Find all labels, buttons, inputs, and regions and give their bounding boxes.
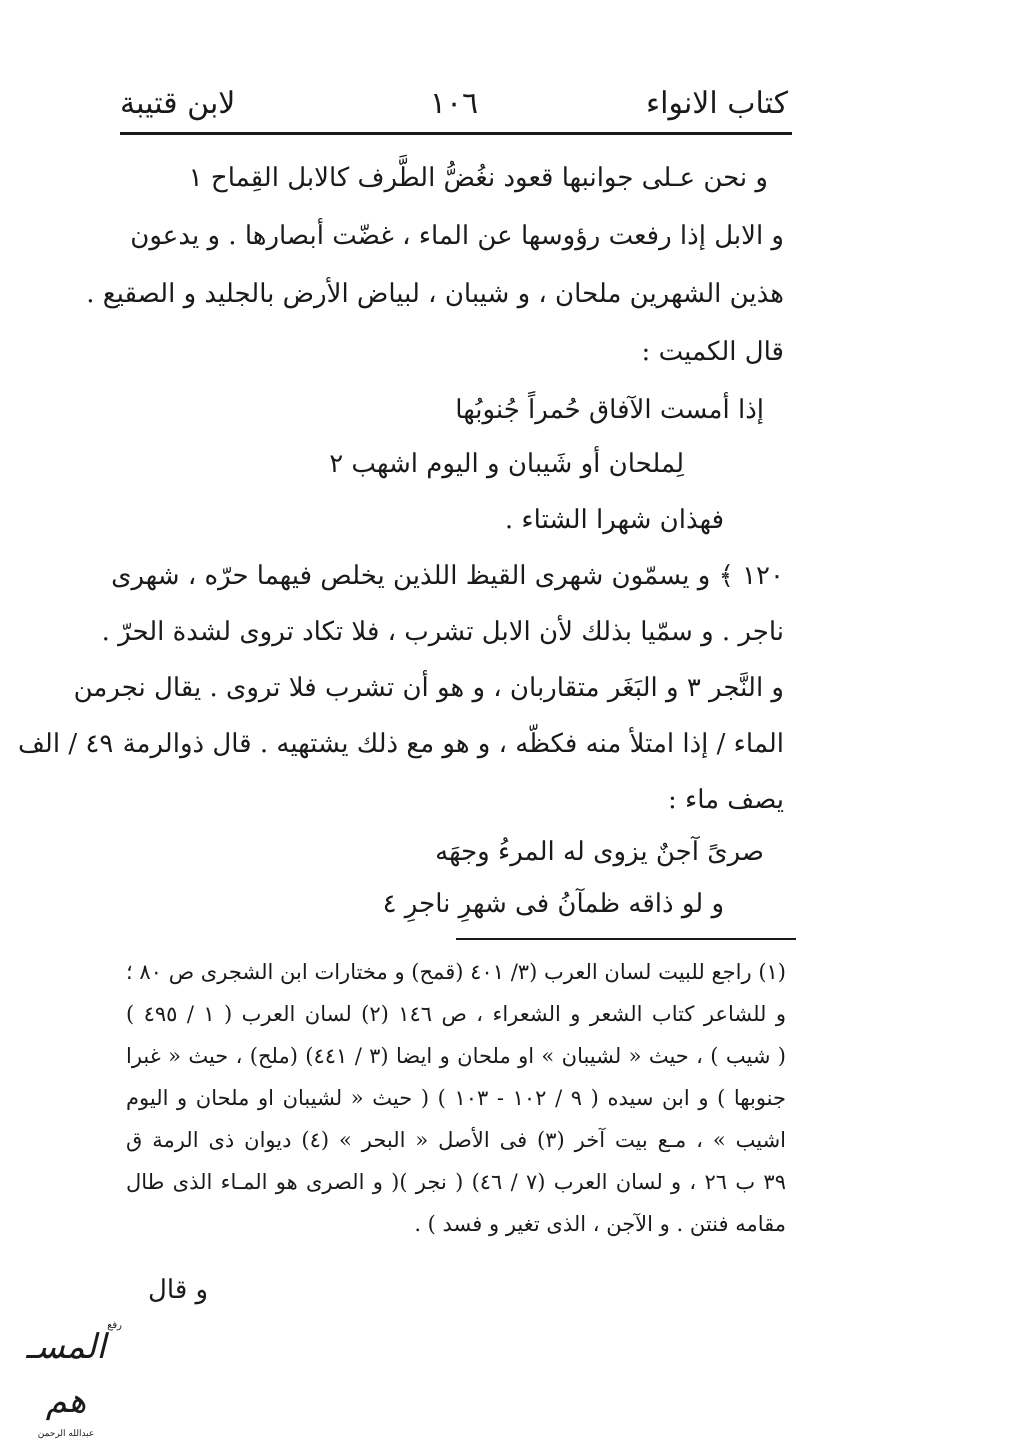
verse-line: و نحن عـلى جوانبها قعود نغُضُّ الطَّرف كالابل القِماح ١ (188, 163, 768, 193)
logo-subtext: عبدالله الرحمن (37, 1429, 95, 1439)
text-line: هذين الشهرين ملحان ، و شيبان ، لبياض الأرض بالجليد و الصقيع . (86, 279, 784, 309)
verse-line: إذا أمست الآفاق حُمراً جُنوبُها (455, 395, 764, 425)
running-header (120, 80, 788, 128)
text-line: ١٢٠ ﴾ و يسمّون شهرى القيظ اللذين يخلص فيهما حرّه ، شهرى (111, 561, 784, 591)
footnote-line: ٣٩ ب ٢٦ ، و لسان العرب (٧ / ٤٦) ( نجر )( و الصرى هو المـاء الذى طال (126, 1170, 786, 1194)
verse-line: صرىً آجنٌ يزوى له المرءُ وجهَه (435, 837, 764, 867)
text-line: قال الكميت : (641, 337, 784, 367)
text-line: فهذان شهرا الشتاء . (504, 505, 724, 535)
footnote-line: و للشاعر كتاب الشعر و الشعراء ، ص ١٤٦ (٢) لسان العرب ( ١ / ٤٩٥ ) (126, 1002, 786, 1026)
footnote-line: اشيب » ، مـع بيت آخر (٣) فى الأصل « البحر » (٤) ديوان ذى الرمة ق (126, 1128, 787, 1152)
footnote-line: مقامه فنتن . و الآجن ، الذى تغير و فسد ) . (414, 1212, 786, 1236)
header-author: لابن قتيبة (120, 86, 236, 121)
header-page-number: ١٠٦ (429, 86, 479, 121)
text-line: و النَّجر ٣ و البَغَر متقاربان ، و هو أن تشرب فلا تروى . يقال نجرمن (73, 673, 784, 703)
footnote-line: (١) راجع للبيت لسان العرب (٣/ ٤٠١ (قمح) و مختارات ابن الشجرى ص ٨٠ ؛ (126, 960, 786, 984)
logo-tiny-text: رفع (107, 1320, 122, 1331)
margin-folio-note: ٤٩ / الف (18, 729, 114, 759)
text-line: و الابل إذا رفعت رؤوسها عن الماء ، غضّت أبصارها . و يدعون (130, 221, 784, 251)
footnote-line: جنوبها ) و ابن سيده ( ٩ / ١٠٢ - ١٠٣ ) ( حيث « لشيبان او ملحان و اليوم (126, 1086, 786, 1110)
footnote-line: ( شيب ) ، حيث « لشيبان » او ملحان و ايضا (٣ / ٤٤١) (ملح) ، حيث « غبرا (126, 1044, 786, 1068)
verse-line: و لو ذاقه ظمآنُ فى شهرِ ناجرِ ٤ (382, 889, 724, 919)
header-book-title: كتاب الانواء (646, 86, 788, 121)
text-line: يصف ماء : (667, 785, 784, 815)
catchword: و قال (148, 1275, 209, 1305)
header-rule (120, 132, 792, 135)
footnote-rule (456, 938, 796, 940)
library-logo (6, 1320, 126, 1439)
text-line: الماء / إذا امتلأ منه فكظّه ، و هو مع ذلك يشتهيه . قال ذوالرمة (122, 729, 784, 759)
text-line: ناجر . و سمّيا بذلك لأن الابل تشرب ، فلا تكاد تروى لشدة الحرّ . (101, 617, 784, 647)
logo-calligraphy: المسـ هم (26, 1327, 106, 1421)
verse-line: لِملحان أو شَيبان و اليوم اشهب ٢ (329, 449, 684, 479)
